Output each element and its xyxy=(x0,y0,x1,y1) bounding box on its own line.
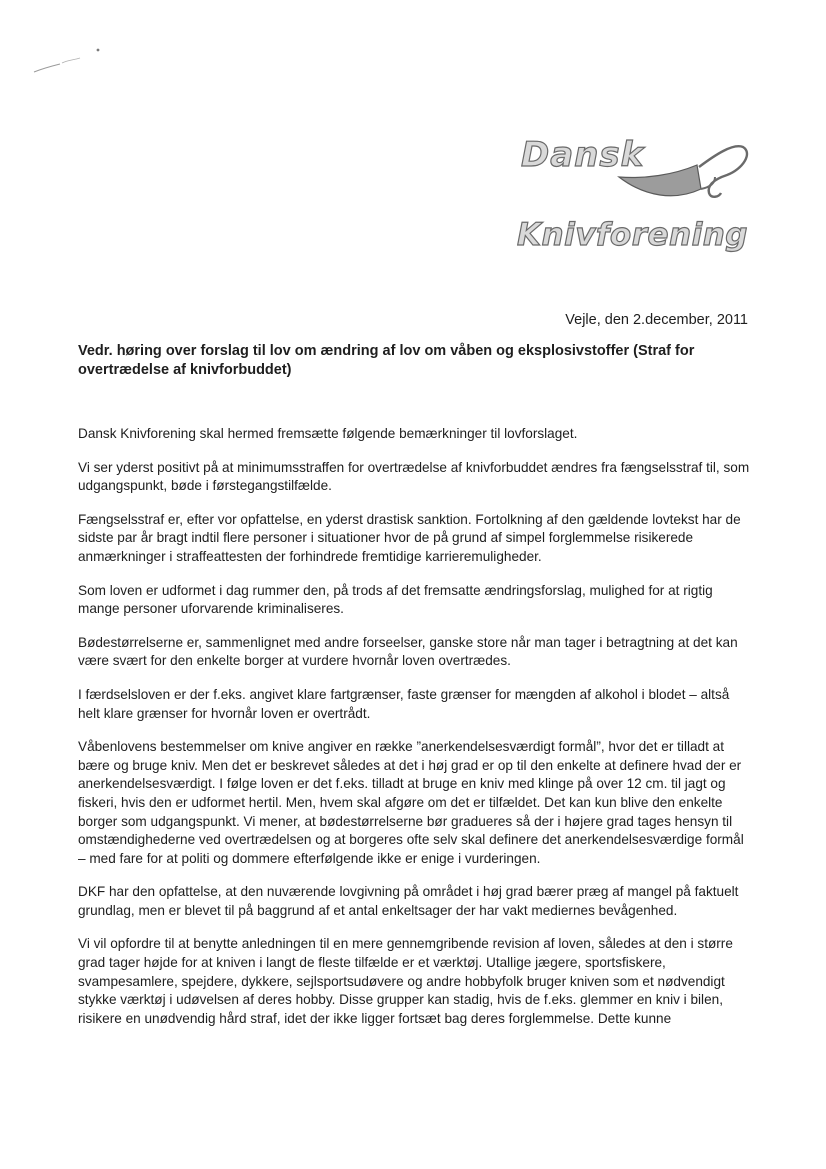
letter-date: Vejle, den 2.december, 2011 xyxy=(565,312,748,328)
body-paragraph: Bødestørrelserne er, sammenlignet med andre forseelser, ganske store når man tager i betragtning at det kan være svært for den enkelte borger at vurdere hvornår loven overtrædes. xyxy=(78,634,738,669)
logo-wordmark-dansk: Dansk xyxy=(521,135,645,175)
body-paragraph: DKF har den opfattelse, at den nuværende lovgivning på området i høj grad bærer præg af mangel på faktuelt grundlag, men er blevet til på baggrund af et antal enkeltsager der har vakt mediernes bevågenhed. xyxy=(78,884,739,918)
letter-body xyxy=(78,425,750,1043)
knife-icon xyxy=(615,137,750,207)
logo-wordmark-knivforening: Knivforening xyxy=(517,217,748,253)
body-paragraph: Våbenlovens bestemmelser om knive angiver en række ”anerkendelsesværdigt formål”, hvor det er tilladt at bære og bruge kniv. Men det er beskrevet således at det i høj grad er op til den enkelte at definere hvad der er anerkendelsesværdigt. I følge loven er det f.eks. tilladt at bruge en kniv med klinge på over 12 cm. til jagt og fiskeri, hvis den er udformet hertil. Men, hvem skal afgøre om det er tilfældet. Det kan kun blive den enkelte borger som udgangspunkt. Vi mener, at bødestørrelserne bør gradueres så der i højere grad tages hensyn til omstændighederne ved overtrædelsen og at borgeres ofte selv skal definere det anerkendelsesværdige formål – med fare for at politi og dommere efterfølgende ikke er enige i vurderingen. xyxy=(78,739,744,866)
body-paragraph: Som loven er udformet i dag rummer den, på trods af det fremsatte ændringsforslag, mulighed for at rigtig mange personer uforvarende kriminaliseres. xyxy=(78,582,713,617)
body-paragraph: Vi vil opfordre til at benytte anledningen til en mere gennemgribende revision af loven, således at den i større grad tager højde for at kniven i langt de fleste tilfælde er et værktøj. Utallige jægere, sportsfiskere, svampesamlere, spejdere, dykkere, sejlsportsudøvere og andre hobbyfolk bruger kniven som et nødvendigt stykke værktøj i udøvelsen af deres hobby. Disse grupper kan stadig, hvis de f.eks. glemmer en kniv i bilen, risikere en unødvendig hård straf, idet der ikke ligger fortsæt bag deres forglemmelse. Dette kunne xyxy=(78,936,733,1026)
organization-logo xyxy=(505,135,755,265)
body-paragraph: Vi ser yderst positivt på at minimumsstraffen for overtrædelse af knivforbuddet ændres fra fængselsstraf til, som udgangspunkt, bøde i førstegangstilfælde. xyxy=(78,459,750,494)
body-paragraph: I færdselsloven er der f.eks. angivet klare fartgrænser, faste grænser for mængden af alkohol i blodet – altså helt klare grænser for hvornår loven er overtrådt. xyxy=(78,686,730,721)
body-paragraph: Fængselsstraf er, efter vor opfattelse, en yderst drastisk sanktion. Fortolkning af den gældende lovtekst har de sidste par år bragt indtil flere personer i situationer hvor de på grund af simpel forglemmelse risikerede anmærkninger i straffeattesten der forhindrede fremtidige karrieremuligheder. xyxy=(78,511,741,564)
letter-subject: Vedr. høring over forslag til lov om ændring af lov om våben og eksplosivstoffer (Straf for overtrædelse af knivforbuddet) xyxy=(78,343,695,378)
body-paragraph: Dansk Knivforening skal hermed fremsætte følgende bemærkninger til lovforslaget. xyxy=(78,426,578,441)
scan-artifact xyxy=(30,46,120,76)
